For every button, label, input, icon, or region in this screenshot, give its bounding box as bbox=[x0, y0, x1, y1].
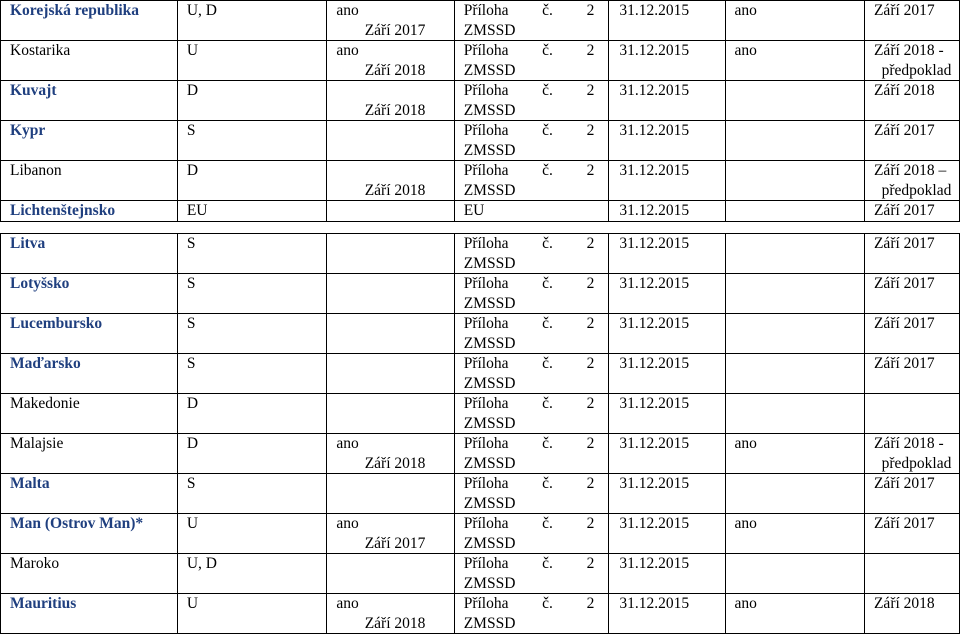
priloha-number: 2 bbox=[586, 2, 595, 19]
priloha-label: Příloha bbox=[463, 435, 509, 452]
ano-cell bbox=[327, 474, 454, 514]
ano2-cell bbox=[725, 121, 864, 161]
country-cell bbox=[1, 594, 178, 634]
zari-cell bbox=[864, 434, 959, 474]
zari-cell bbox=[864, 554, 959, 594]
zmssd-label: ZMSSD bbox=[463, 141, 516, 159]
priloha-cell bbox=[454, 201, 609, 222]
country-cell bbox=[1, 474, 178, 514]
country-name: Lucembursko bbox=[10, 315, 103, 332]
predpoklad-label: předpoklad bbox=[881, 454, 952, 472]
ano2-cell bbox=[725, 514, 864, 554]
ano-cell bbox=[327, 201, 454, 222]
date-value: 31.12.2015 bbox=[619, 315, 690, 332]
table-row bbox=[1, 594, 960, 634]
date-value: 31.12.2015 bbox=[619, 122, 690, 139]
priloha-line bbox=[464, 514, 609, 534]
date-cell bbox=[609, 41, 725, 81]
ano2-value: ano bbox=[734, 435, 757, 452]
date-value: 31.12.2015 bbox=[619, 275, 690, 292]
date-cell bbox=[609, 274, 725, 314]
ano2-value: ano bbox=[734, 595, 757, 612]
date-value: 31.12.2015 bbox=[619, 395, 690, 412]
ano-value bbox=[336, 81, 453, 101]
agreement-type: D bbox=[186, 162, 199, 179]
country-cell bbox=[1, 201, 178, 222]
agreement-type: S bbox=[186, 315, 196, 332]
ano-cell bbox=[327, 554, 454, 594]
priloha-label: Příloha bbox=[463, 275, 509, 292]
priloha-label: Příloha bbox=[463, 235, 509, 252]
priloha-cell bbox=[454, 554, 609, 594]
agreement-type: EU bbox=[186, 202, 208, 219]
agreement-type-cell bbox=[177, 354, 327, 394]
priloha-cell bbox=[454, 234, 609, 274]
priloha-label: Příloha bbox=[463, 475, 509, 492]
ano-value bbox=[336, 554, 453, 574]
country-name: Mauritius bbox=[10, 595, 77, 612]
date-value: 31.12.2015 bbox=[619, 355, 690, 372]
country-name: Maroko bbox=[10, 555, 60, 572]
priloha-label: Příloha bbox=[463, 555, 509, 572]
zari-value: Září 2017 bbox=[873, 275, 935, 292]
ano2-cell bbox=[725, 41, 864, 81]
priloha-label: Příloha bbox=[463, 82, 509, 99]
country-name: Korejská republika bbox=[10, 2, 140, 19]
agreement-type-cell bbox=[177, 201, 327, 222]
ano-value bbox=[336, 314, 453, 334]
table-row bbox=[1, 434, 960, 474]
priloha-c: č. bbox=[542, 162, 553, 179]
priloha-number: 2 bbox=[586, 515, 595, 532]
country-name: Malta bbox=[10, 475, 50, 492]
ano-value: ano bbox=[336, 595, 359, 612]
ano2-cell bbox=[725, 161, 864, 201]
zari-cell bbox=[864, 41, 959, 81]
ano-value: ano bbox=[336, 42, 359, 59]
ano2-value: ano bbox=[734, 2, 757, 19]
date-cell bbox=[609, 1, 725, 41]
ano-date: Září 2018 bbox=[364, 181, 426, 199]
country-table-bottom bbox=[0, 233, 960, 634]
agreement-type-cell bbox=[177, 474, 327, 514]
agreement-type-cell bbox=[177, 41, 327, 81]
priloha-number: 2 bbox=[586, 122, 595, 139]
ano2-cell bbox=[725, 201, 864, 222]
zari-value: Září 2017 bbox=[873, 475, 935, 492]
ano-cell bbox=[327, 594, 454, 634]
ano-value: ano bbox=[336, 515, 359, 532]
agreement-type: U bbox=[186, 42, 199, 59]
priloha-label: EU bbox=[463, 202, 485, 219]
date-cell bbox=[609, 474, 725, 514]
ano-value bbox=[336, 234, 453, 254]
priloha-cell bbox=[454, 121, 609, 161]
priloha-line bbox=[464, 434, 609, 454]
ano-cell bbox=[327, 314, 454, 354]
priloha-number: 2 bbox=[586, 275, 595, 292]
priloha-line bbox=[464, 1, 609, 21]
priloha-number: 2 bbox=[586, 315, 595, 332]
zmssd-label: ZMSSD bbox=[463, 61, 516, 79]
zari-value: Září 2018 – bbox=[873, 162, 947, 179]
priloha-number: 2 bbox=[586, 555, 595, 572]
ano-cell bbox=[327, 161, 454, 201]
priloha-cell bbox=[454, 274, 609, 314]
zari-cell bbox=[864, 314, 959, 354]
ano-cell bbox=[327, 41, 454, 81]
priloha-number: 2 bbox=[586, 82, 595, 99]
priloha-cell bbox=[454, 314, 609, 354]
zari-value: Září 2017 bbox=[873, 515, 935, 532]
table-row bbox=[1, 41, 960, 81]
country-cell bbox=[1, 1, 178, 41]
table-row bbox=[1, 234, 960, 274]
date-value: 31.12.2015 bbox=[619, 595, 690, 612]
ano2-cell bbox=[725, 354, 864, 394]
zari-value: Září 2017 bbox=[873, 315, 935, 332]
agreement-type: D bbox=[186, 82, 199, 99]
date-value: 31.12.2015 bbox=[619, 235, 690, 252]
zmssd-label: ZMSSD bbox=[463, 101, 516, 119]
country-cell bbox=[1, 394, 178, 434]
priloha-cell bbox=[454, 474, 609, 514]
country-name: Malajsie bbox=[10, 435, 64, 452]
priloha-number: 2 bbox=[586, 162, 595, 179]
priloha-cell bbox=[454, 161, 609, 201]
ano-date: Září 2018 bbox=[364, 614, 426, 632]
agreement-type-cell bbox=[177, 121, 327, 161]
ano2-cell bbox=[725, 474, 864, 514]
date-value: 31.12.2015 bbox=[619, 162, 690, 179]
zari-cell bbox=[864, 274, 959, 314]
priloha-c: č. bbox=[542, 42, 553, 59]
ano-cell bbox=[327, 394, 454, 434]
country-name: Kostarika bbox=[10, 42, 71, 59]
ano-value bbox=[336, 354, 453, 374]
agreement-type: U bbox=[186, 595, 199, 612]
ano2-cell bbox=[725, 1, 864, 41]
country-cell bbox=[1, 81, 178, 121]
country-cell bbox=[1, 354, 178, 394]
zari-value: Září 2017 bbox=[873, 202, 935, 219]
country-name: Maďarsko bbox=[10, 355, 81, 372]
date-value: 31.12.2015 bbox=[619, 82, 690, 99]
country-cell bbox=[1, 554, 178, 594]
priloha-label: Příloha bbox=[463, 515, 509, 532]
agreement-type: D bbox=[186, 395, 199, 412]
table-row bbox=[1, 514, 960, 554]
table-row bbox=[1, 161, 960, 201]
zari-value: Září 2018 bbox=[873, 82, 935, 99]
zmssd-label: ZMSSD bbox=[463, 374, 516, 392]
predpoklad-label: předpoklad bbox=[881, 61, 952, 79]
table-row bbox=[1, 554, 960, 594]
priloha-number: 2 bbox=[586, 475, 595, 492]
table-row bbox=[1, 81, 960, 121]
date-value: 31.12.2015 bbox=[619, 475, 690, 492]
ano2-cell bbox=[725, 234, 864, 274]
priloha-c: č. bbox=[542, 315, 553, 332]
priloha-label: Příloha bbox=[463, 595, 509, 612]
zari-cell bbox=[864, 394, 959, 434]
priloha-label: Příloha bbox=[463, 2, 509, 19]
ano2-cell bbox=[725, 274, 864, 314]
country-name: Kypr bbox=[10, 122, 46, 139]
country-name: Kuvajt bbox=[10, 82, 57, 99]
priloha-c: č. bbox=[542, 395, 553, 412]
zari-value: Září 2018 - bbox=[873, 42, 944, 59]
agreement-type: U, D bbox=[186, 2, 217, 19]
ano-date: Září 2017 bbox=[364, 21, 426, 39]
agreement-type-cell bbox=[177, 81, 327, 121]
ano-date: Září 2017 bbox=[364, 534, 426, 552]
ano2-value: ano bbox=[734, 42, 757, 59]
country-cell bbox=[1, 274, 178, 314]
table-row bbox=[1, 121, 960, 161]
ano-cell bbox=[327, 234, 454, 274]
date-value: 31.12.2015 bbox=[619, 2, 690, 19]
country-cell bbox=[1, 314, 178, 354]
table-row bbox=[1, 394, 960, 434]
date-value: 31.12.2015 bbox=[619, 42, 690, 59]
ano-cell bbox=[327, 354, 454, 394]
priloha-line bbox=[464, 234, 609, 254]
ano2-cell bbox=[725, 594, 864, 634]
date-cell bbox=[609, 81, 725, 121]
country-cell bbox=[1, 434, 178, 474]
ano-date: Září 2018 bbox=[364, 454, 426, 472]
priloha-c: č. bbox=[542, 355, 553, 372]
priloha-label: Příloha bbox=[463, 355, 509, 372]
priloha-c: č. bbox=[542, 435, 553, 452]
zari-cell bbox=[864, 121, 959, 161]
country-cell bbox=[1, 161, 178, 201]
zari-cell bbox=[864, 1, 959, 41]
zari-cell bbox=[864, 514, 959, 554]
date-cell bbox=[609, 354, 725, 394]
zari-cell bbox=[864, 354, 959, 394]
date-cell bbox=[609, 554, 725, 594]
priloha-line bbox=[464, 161, 609, 181]
zari-value: Září 2018 bbox=[873, 595, 935, 612]
priloha-c: č. bbox=[542, 2, 553, 19]
ano-cell bbox=[327, 121, 454, 161]
agreement-type-cell bbox=[177, 314, 327, 354]
table-row bbox=[1, 274, 960, 314]
priloha-number: 2 bbox=[586, 395, 595, 412]
date-value: 31.12.2015 bbox=[619, 515, 690, 532]
priloha-line bbox=[464, 594, 609, 614]
priloha-cell bbox=[454, 394, 609, 434]
priloha-label: Příloha bbox=[463, 122, 509, 139]
ano-value bbox=[336, 121, 453, 141]
priloha-number: 2 bbox=[586, 595, 595, 612]
agreement-type-cell bbox=[177, 434, 327, 474]
priloha-c: č. bbox=[542, 515, 553, 532]
agreement-type-cell bbox=[177, 274, 327, 314]
zari-cell bbox=[864, 594, 959, 634]
priloha-c: č. bbox=[542, 82, 553, 99]
date-value: 31.12.2015 bbox=[619, 202, 690, 219]
ano-cell bbox=[327, 514, 454, 554]
zmssd-label: ZMSSD bbox=[463, 614, 516, 632]
agreement-type: S bbox=[186, 122, 196, 139]
agreement-type-cell bbox=[177, 1, 327, 41]
table-row bbox=[1, 1, 960, 41]
priloha-label: Příloha bbox=[463, 395, 509, 412]
priloha-number: 2 bbox=[586, 42, 595, 59]
priloha-label: Příloha bbox=[463, 42, 509, 59]
country-name: Makedonie bbox=[10, 395, 80, 412]
agreement-type: S bbox=[186, 475, 196, 492]
zari-value: Září 2017 bbox=[873, 235, 935, 252]
priloha-label: Příloha bbox=[463, 162, 509, 179]
priloha-c: č. bbox=[542, 555, 553, 572]
country-name: Lichtenštejnsko bbox=[10, 202, 116, 219]
priloha-line bbox=[464, 274, 609, 294]
priloha-cell bbox=[454, 1, 609, 41]
zari-cell bbox=[864, 201, 959, 222]
country-name: Lotyšsko bbox=[10, 275, 70, 292]
date-value: 31.12.2015 bbox=[619, 435, 690, 452]
ano-cell bbox=[327, 274, 454, 314]
priloha-line bbox=[464, 474, 609, 494]
ano2-cell bbox=[725, 434, 864, 474]
zmssd-label: ZMSSD bbox=[463, 334, 516, 352]
ano-value bbox=[336, 394, 453, 414]
zmssd-label: ZMSSD bbox=[463, 414, 516, 432]
ano2-cell bbox=[725, 554, 864, 594]
date-cell bbox=[609, 161, 725, 201]
zari-cell bbox=[864, 161, 959, 201]
ano-date: Září 2018 bbox=[364, 101, 426, 119]
zmssd-label: ZMSSD bbox=[463, 181, 516, 199]
agreement-type-cell bbox=[177, 394, 327, 434]
table-row bbox=[1, 201, 960, 222]
agreement-type-cell bbox=[177, 514, 327, 554]
zari-cell bbox=[864, 81, 959, 121]
priloha-line bbox=[464, 41, 609, 61]
country-cell bbox=[1, 514, 178, 554]
date-cell bbox=[609, 121, 725, 161]
zari-value: Září 2017 bbox=[873, 355, 935, 372]
ano2-value: ano bbox=[734, 515, 757, 532]
agreement-type-cell bbox=[177, 161, 327, 201]
date-cell bbox=[609, 201, 725, 222]
zari-cell bbox=[864, 234, 959, 274]
ano-value: ano bbox=[336, 435, 359, 452]
priloha-number: 2 bbox=[586, 355, 595, 372]
priloha-number: 2 bbox=[586, 235, 595, 252]
agreement-type-cell bbox=[177, 234, 327, 274]
priloha-c: č. bbox=[542, 235, 553, 252]
agreement-type-cell bbox=[177, 594, 327, 634]
priloha-c: č. bbox=[542, 275, 553, 292]
country-cell bbox=[1, 234, 178, 274]
zari-value: Září 2017 bbox=[873, 2, 935, 19]
zmssd-label: ZMSSD bbox=[463, 294, 516, 312]
zmssd-label: ZMSSD bbox=[463, 534, 516, 552]
ano-value bbox=[336, 474, 453, 494]
date-value: 31.12.2015 bbox=[619, 555, 690, 572]
country-cell bbox=[1, 41, 178, 81]
ano2-cell bbox=[725, 314, 864, 354]
agreement-type: U bbox=[186, 515, 199, 532]
priloha-c: č. bbox=[542, 475, 553, 492]
priloha-cell bbox=[454, 41, 609, 81]
priloha-line bbox=[464, 394, 609, 414]
country-name: Litva bbox=[10, 235, 46, 252]
priloha-cell bbox=[454, 354, 609, 394]
agreement-type: S bbox=[186, 235, 196, 252]
table-row bbox=[1, 474, 960, 514]
table-row bbox=[1, 354, 960, 394]
agreement-type: D bbox=[186, 435, 199, 452]
priloha-cell bbox=[454, 594, 609, 634]
zmssd-label: ZMSSD bbox=[463, 494, 516, 512]
priloha-cell bbox=[454, 81, 609, 121]
ano-cell bbox=[327, 1, 454, 41]
priloha-cell bbox=[454, 434, 609, 474]
ano-value bbox=[336, 161, 453, 181]
priloha-label: Příloha bbox=[463, 315, 509, 332]
date-cell bbox=[609, 514, 725, 554]
zari-value: Září 2017 bbox=[873, 122, 935, 139]
table-row bbox=[1, 314, 960, 354]
agreement-type: S bbox=[186, 275, 196, 292]
agreement-type: U, D bbox=[186, 555, 217, 572]
predpoklad-label: předpoklad bbox=[881, 181, 952, 199]
zmssd-label: ZMSSD bbox=[463, 254, 516, 272]
country-name: Libanon bbox=[10, 162, 62, 179]
agreement-type-cell bbox=[177, 554, 327, 594]
ano-value: ano bbox=[336, 2, 359, 19]
zari-value: Září 2018 - bbox=[873, 435, 944, 452]
priloha-number: 2 bbox=[586, 435, 595, 452]
priloha-line bbox=[464, 121, 609, 141]
date-cell bbox=[609, 434, 725, 474]
country-name: Man (Ostrov Man)* bbox=[10, 515, 144, 532]
ano-cell bbox=[327, 434, 454, 474]
date-cell bbox=[609, 314, 725, 354]
date-cell bbox=[609, 594, 725, 634]
zari-cell bbox=[864, 474, 959, 514]
date-cell bbox=[609, 234, 725, 274]
ano-date: Září 2018 bbox=[364, 61, 426, 79]
ano-value bbox=[336, 274, 453, 294]
country-table-top bbox=[0, 0, 960, 222]
priloha-c: č. bbox=[542, 122, 553, 139]
zmssd-label: ZMSSD bbox=[463, 454, 516, 472]
priloha-line bbox=[464, 81, 609, 101]
priloha-line bbox=[464, 354, 609, 374]
priloha-line bbox=[464, 314, 609, 334]
priloha-cell bbox=[454, 514, 609, 554]
priloha-line bbox=[464, 554, 609, 574]
zmssd-label: ZMSSD bbox=[463, 574, 516, 592]
ano-cell bbox=[327, 81, 454, 121]
zmssd-label: ZMSSD bbox=[463, 21, 516, 39]
agreement-type: S bbox=[186, 355, 196, 372]
ano2-cell bbox=[725, 81, 864, 121]
country-cell bbox=[1, 121, 178, 161]
ano2-cell bbox=[725, 394, 864, 434]
date-cell bbox=[609, 394, 725, 434]
priloha-c: č. bbox=[542, 595, 553, 612]
